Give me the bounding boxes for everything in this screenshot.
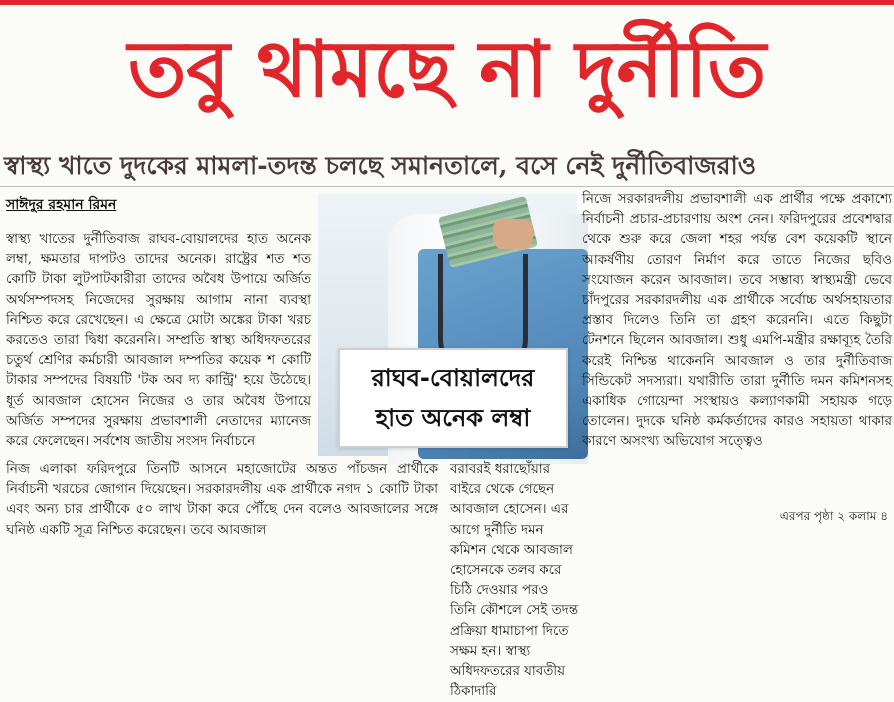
headline: তবু থামছে না দুর্নীতি [127, 25, 767, 115]
page-jump-note: এরপর পৃষ্ঠা ২ কলাম ৪ [779, 509, 888, 523]
byline: সাঈদুর রহমান রিমন [6, 197, 117, 213]
article-continuation-mid: বরাবরই ধরাছোঁয়ার বাইরে থেকে গেছেন আবজাল হোসেন। এর আগে দুর্নীতি দমন কমিশন থেকে আবজাল হোসেনকে তলব করে চিঠি দেওয়ার পরও তিনি কৌশলে সেই তদন্ত প্রক্রিয়া ধামাচাপা দিতে সক্ষম হন। স্বাস্থ্য অধিদফতরের যাবতীয় ঠিকাদারি [450, 462, 578, 700]
hand-image [493, 219, 533, 249]
pull-quote-line-1: রাঘব-বোয়ালদের [371, 364, 535, 392]
article-paragraph: নিজে সরকারদলীয় প্রভাবশালী এক প্রার্থীর পক্ষে প্রকাশ্যে নির্বাচনী প্রচার-প্রচারণায় অংশ নেন। ফরিদপুরের প্রবেশদ্বার থেকে শুরু করে জেলা শহর পর্যন্ত বেশ কয়েকটি স্থানে আকর্ষণীয় তোরণ নির্মাণ করে তাতে নিজের ছবিও সংযোজন করেন আবজাল। তবে সম্ভাব্য স্বাস্থ্যমন্ত্রী ভেবে চাঁদপুরের সরকারদলীয় এক প্রার্থীকে সর্বোচ্চ অর্থসহায়তার প্রস্তাব দিলেও তিনি তা গ্রহণ করেননি। এতে কিছুটা টেনশনে ছিলেন আবজাল। শুধু এমপি-মন্ত্রীর রক্ষাব্যূহ তৈরি করেই নিশ্চিন্ত থাকেননি আবজাল ও তার দুর্নীতিবাজ সিন্ডিকেট সদস্যরা। যথারীতি তারা দুর্নীতি দমন কমিশনসহ একাধিক গোয়েন্দা সংস্থায়ও কল্যাণকামী সহায়ক গড়ে তোলেন। দুদকে ঘনিষ্ঠ কর্মকর্তাদের কারও সহায়তা থাকার কারণে অসংখ্য অভিযোগ সত্ত্বেও [582, 192, 892, 450]
article-column-1 [6, 230, 311, 458]
pull-quote-box [338, 348, 568, 448]
subheadline: স্বাস্থ্য খাতে দুদকের মামলা-তদন্ত চলছে সমানতালে, বসে নেই দুর্নীতিবাজরাও [4, 151, 757, 180]
article-paragraph: স্বাস্থ্য খাতের দুর্নীতিবাজ রাঘব-বোয়ালদের হাত অনেক লম্বা, ক্ষমতার দাপটও তাদের অনেক। রাষ্ট্রের শত শত কোটি টাকা লুটপাটকারীরা তাদের অবৈধ উপায়ে অর্জিত অর্থসম্পদসহ নিজেদের সুরক্ষায় আগাম নানা ব্যবস্থা নিশ্চিত করে রেখেছেন। এ ক্ষেত্রে মোটা অঙ্কের টাকা খরচ করতেও তারা দ্বিধা করেননি। সম্প্রতি স্বাস্থ্য অধিদফতরের চতুর্থ শ্রেণির কর্মচারী আবজাল দম্পতির কয়েক শ কোটি টাকার সম্পদের বিষয়টি 'টক অব দ্য কান্ট্রি' হয়ে উঠেছে। ধূর্ত আবজাল হোসেন নিজের ও তার অবৈধ উপায়ে অর্জিত সম্পদের সুরক্ষায় প্রভাবশালী নেতাদের ম্যানেজ করে ফেলেছেন। সর্বশেষ জাতীয় সংসদ নির্বাচনে [6, 232, 311, 450]
article-continuation-left: নিজ এলাকা ফরিদপুরে তিনটি আসনে মহাজোটের অন্তত পাঁচজন প্রার্থীকে নির্বাচনী খরচের জোগান দিয়েছেন। সরকারদলীয় এক প্রার্থীকে নগদ ১ কোটি টাকা এবং অন্য চার প্রার্থীকে ৫০ লাখ টাকা করে পৌঁছে দেন বলেও আবজালের সঙ্গে ঘনিষ্ঠ একটি সূত্র নিশ্চিত করেছেন। তবে আবজাল [6, 462, 438, 538]
article-column-3 [582, 190, 892, 532]
divider [0, 186, 894, 187]
top-red-rule [0, 0, 894, 5]
pull-quote-line-2: হাত অনেক লম্বা [375, 404, 531, 432]
